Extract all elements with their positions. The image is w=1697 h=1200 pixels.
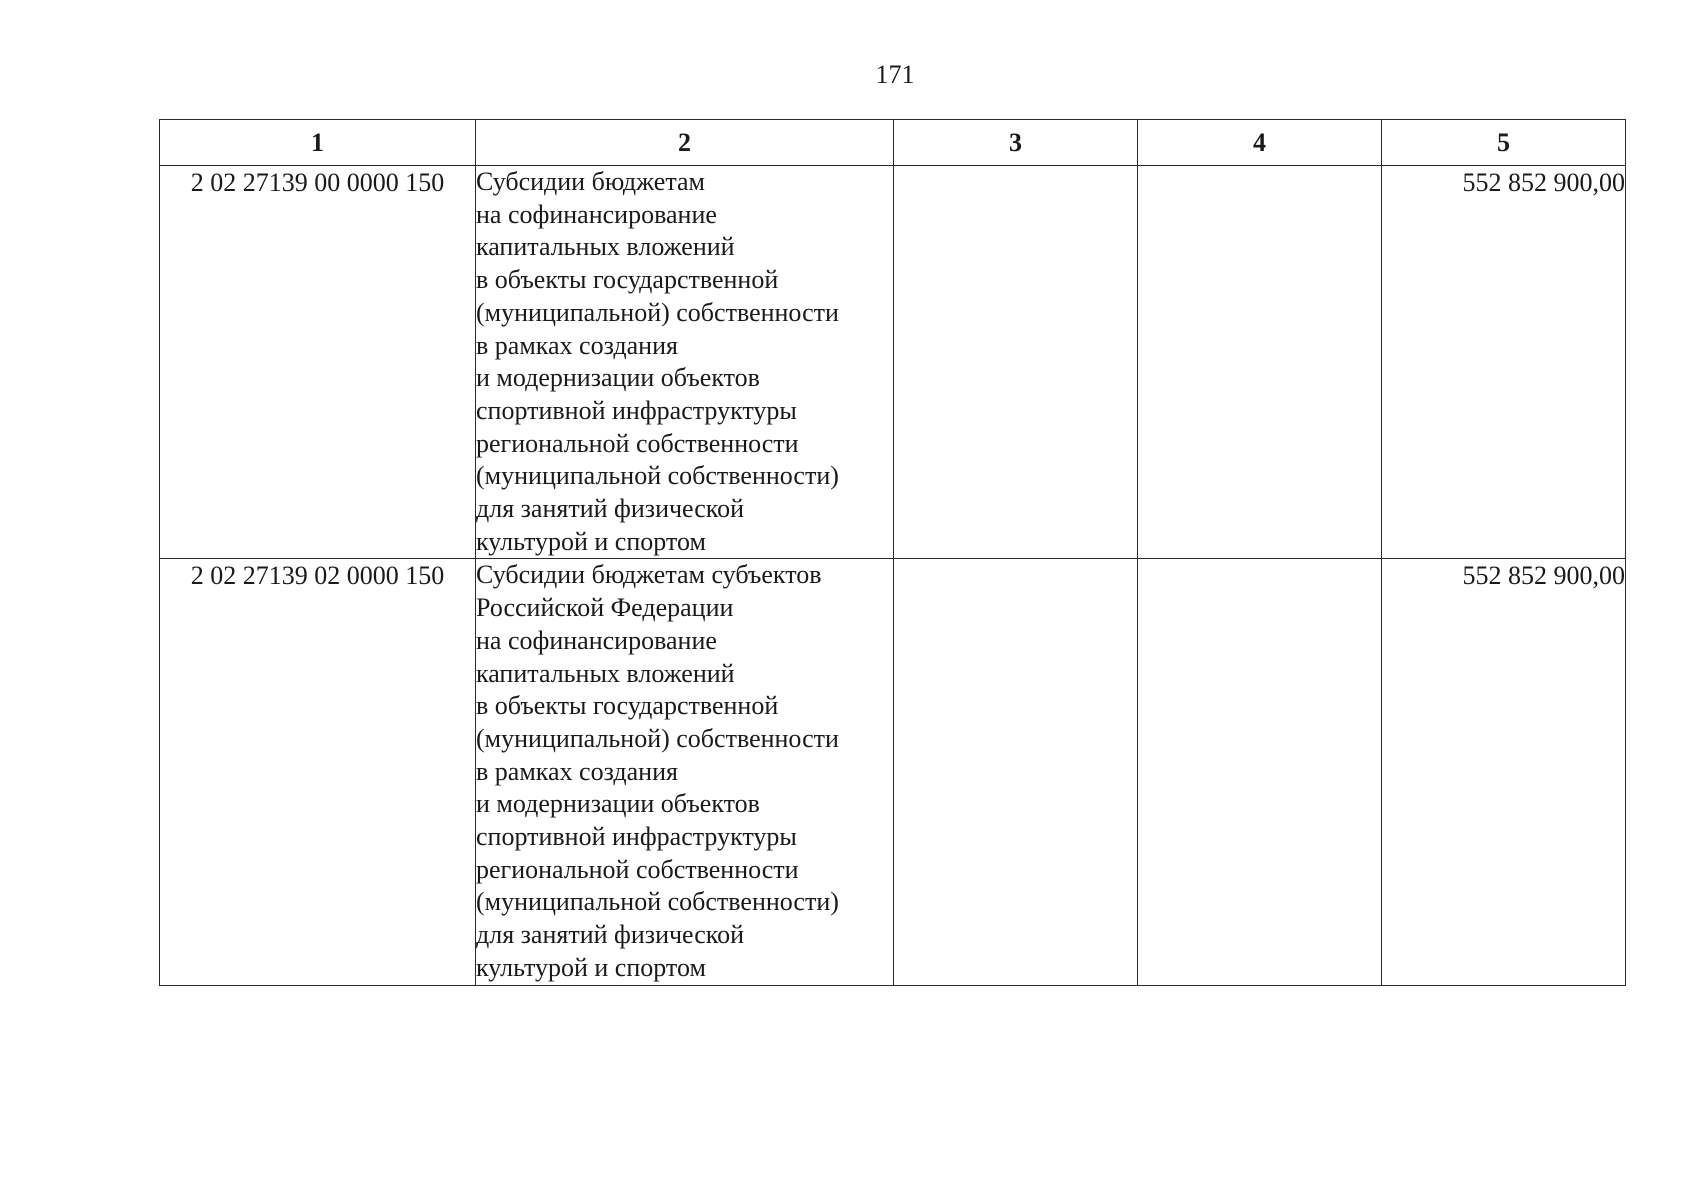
column-3-cell (894, 166, 1138, 559)
amount-cell: 552 852 900,00 (1382, 559, 1626, 985)
column-header-4: 4 (1138, 120, 1382, 166)
column-header-3: 3 (894, 120, 1138, 166)
income-code-cell: 2 02 27139 00 0000 150 (160, 166, 476, 559)
column-4-cell (1138, 166, 1382, 559)
description-cell: Субсидии бюджетам на софинансирование капитальных вложений в объекты государственной (муниципальной) собственности в рамках создания и модернизации объектов спортивной инфраструктуры региональной собственности (муниципальной собственности) для занятий физической культурой и спортом (476, 166, 894, 559)
page-number: 171 (875, 60, 915, 89)
description-cell: Субсидии бюджетам субъектов Российской Федерации на софинансирование капитальных вложений в объекты государственной (муниципальной) собственности в рамках создания и модернизации объектов спортивной инфраструктуры региональной собственности (муниципальной собственности) для занятий физической культурой и спортом (476, 559, 894, 985)
amount-cell: 552 852 900,00 (1382, 166, 1626, 559)
column-header-5: 5 (1382, 120, 1626, 166)
column-3-cell (894, 559, 1138, 985)
column-header-2: 2 (476, 120, 894, 166)
budget-table (159, 119, 1626, 986)
table-row (160, 559, 1626, 985)
table-header-row (160, 120, 1626, 166)
table-row (160, 166, 1626, 559)
column-header-1: 1 (160, 120, 476, 166)
income-code-cell: 2 02 27139 02 0000 150 (160, 559, 476, 985)
column-4-cell (1138, 559, 1382, 985)
